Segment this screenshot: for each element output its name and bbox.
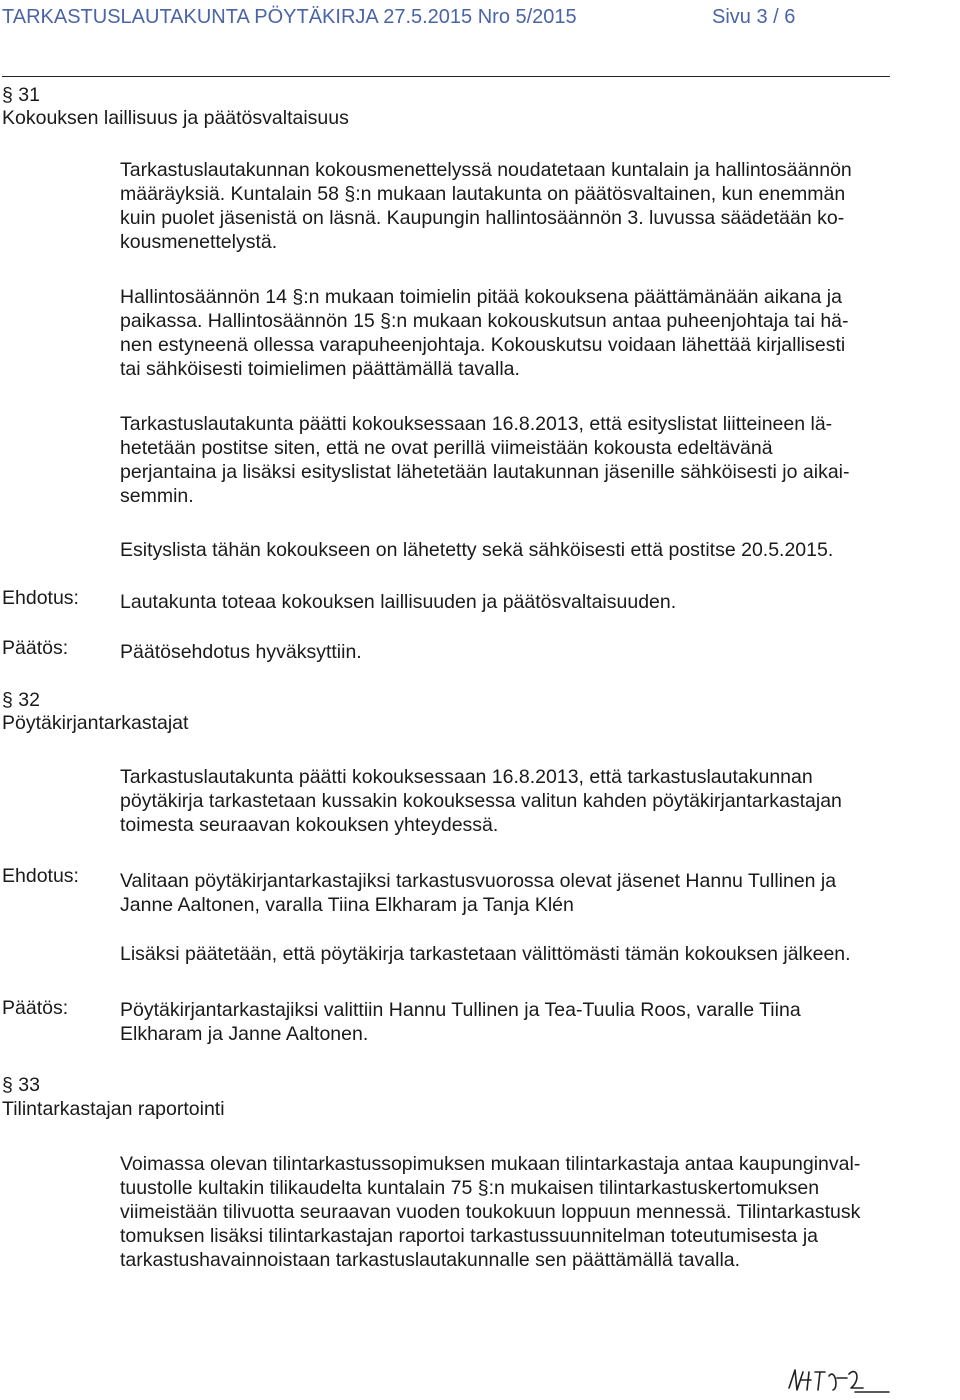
section-title: Kokouksen laillisuus ja päätösvaltaisuus <box>2 107 349 129</box>
page-header <box>2 6 796 29</box>
paragraph: Voimassa olevan tilintarkastussopimuksen mukaan tilintarkastaja antaa kaupunginval- tuustolle kultakin tilikaudelta kuntalain 75 §:n mukaisen tilintarkastuskertomuksen viimeistään tilivuotta seuraavan vuoden toukokuun loppuun mennessä. Tilintarkastusk tomuksen lisäksi tilintarkastajan raportoi tarkastussuunnitelman toteutumisesta ja tarkastushavainnoistaan tarkastuslautakunnalle sen päättämällä tavalla. <box>120 1153 861 1271</box>
paragraph: Esityslista tähän kokoukseen on lähetetty sekä sähköisesti että postitse 20.5.2015. <box>120 539 834 561</box>
proposal-label: Ehdotus: <box>2 865 79 887</box>
proposal-text: Valitaan pöytäkirjantarkastajiksi tarkastusvuorossa olevat jäsenet Hannu Tullinen ja Janne Aaltonen, varalla Tiina Elkharam ja Tanja Klén <box>120 870 837 916</box>
section-number: § 33 <box>2 1074 40 1096</box>
paragraph: Tarkastuslautakunnan kokousmenettelyssä noudatetaan kuntalain ja hallintosäännön määräyksiä. Kuntalain 58 §:n mukaan lautakunta on päätösvaltainen, kun enemmän kuin puolet jäsenistä on läsnä. Kaupungin hallintosäännön 3. luvussa säädetään ko- kousmenettelystä. <box>120 159 852 253</box>
paragraph: Tarkastuslautakunta päätti kokouksessaan 16.8.2013, että tarkastuslautakunnan pöytäkirja tarkastetaan kussakin kokouksessa valitun kahden pöytäkirjantarkastajan toimesta seuraavan kokouksen yhteydessä. <box>120 766 842 836</box>
paragraph: Hallintosäännön 14 §:n mukaan toimielin pitää kokouksena päättämänään aikana ja paikassa. Hallintosäännön 15 §:n mukaan kokouskutsun antaa puheenjohtaja tai hä- nen estyneenä ollessa varapuheenjohtaja. Kokouskutsu voidaan lähettää kirjallisesti tai sähköisesti toimielimen päättämällä tavalla. <box>120 286 849 380</box>
decision-label: Päätös: <box>2 637 69 659</box>
decision-text: Päätösehdotus hyväksyttiin. <box>120 641 362 663</box>
section-number: § 32 <box>2 689 40 711</box>
header-divider <box>2 76 890 77</box>
paragraph: Lisäksi päätetään, että pöytäkirja tarkastetaan välittömästi tämän kokouksen jälkeen. <box>120 943 851 965</box>
proposal-label: Ehdotus: <box>2 587 79 609</box>
section-title: Pöytäkirjantarkastajat <box>2 712 189 734</box>
section-number: § 31 <box>2 84 40 106</box>
initials-signature <box>785 1366 895 1396</box>
section-title: Tilintarkastajan raportointi <box>2 1098 225 1120</box>
proposal-text: Lautakunta toteaa kokouksen laillisuuden ja päätösvaltaisuuden. <box>120 591 677 613</box>
paragraph: Tarkastuslautakunta päätti kokouksessaan 16.8.2013, että esityslistat liitteineen lä- hetetään postitse siten, että ne ovat perillä viimeistään kokousta edeltävänä perjantaina ja lisäksi esityslistat lähetetään lautakunnan jäsenille sähköisesti jo aikai- semmin. <box>120 413 850 507</box>
document-title: TARKASTUSLAUTAKUNTA PÖYTÄKIRJA 27.5.2015 Nro 5/2015 <box>2 6 577 28</box>
page-number: Sivu 3 / 6 <box>712 6 796 28</box>
decision-label: Päätös: <box>2 997 69 1019</box>
decision-text: Pöytäkirjantarkastajiksi valittiin Hannu Tullinen ja Tea-Tuulia Roos, varalle Tiina Elkharam ja Janne Aaltonen. <box>120 999 801 1045</box>
